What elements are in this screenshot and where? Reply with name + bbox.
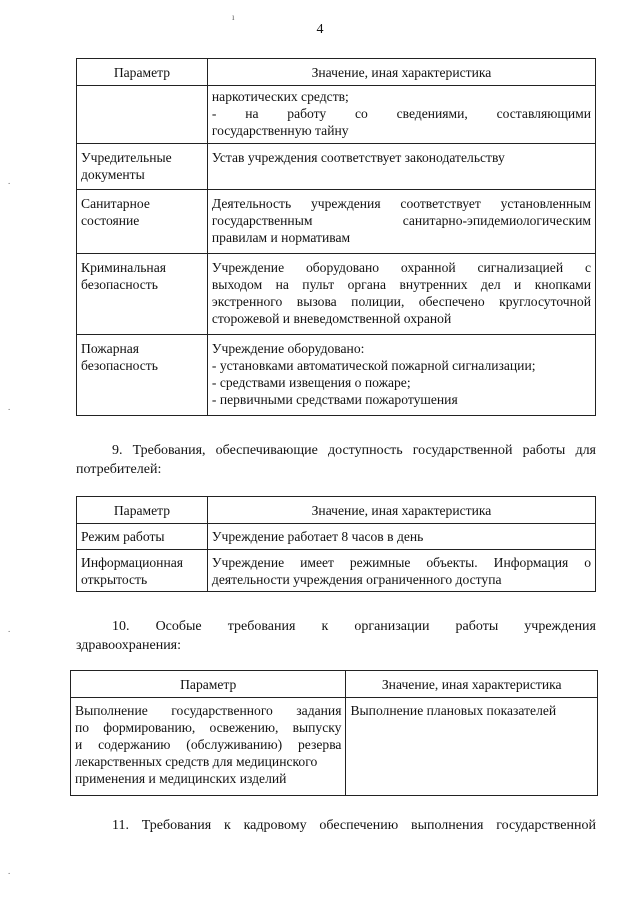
value-line: Выполнение плановых показателей bbox=[350, 703, 557, 718]
section-9-line: потребителей: bbox=[76, 462, 162, 477]
param-line: Режим работы bbox=[81, 529, 165, 544]
value-line: - на работу со сведениями, составляющими bbox=[211, 106, 591, 121]
param-line: по формированию, освежению, выпуску bbox=[75, 720, 342, 735]
param-line: применения и медицинских изделий bbox=[75, 771, 287, 786]
param-line: Выполнение государственного задания bbox=[75, 703, 342, 718]
table-row bbox=[77, 254, 596, 335]
value-line: Устав учреждения соответствует законодательству bbox=[211, 150, 505, 165]
section-11-text bbox=[76, 816, 596, 835]
scan-mark: . bbox=[8, 624, 11, 634]
table-row bbox=[77, 550, 596, 592]
section-9-text bbox=[76, 441, 596, 479]
param-cell bbox=[77, 254, 208, 335]
value-line: - установками автоматической пожарной сигнализации; bbox=[211, 358, 536, 373]
section-11-line: 11. Требования к кадровому обеспечению выполнения государственной bbox=[112, 818, 596, 833]
column-header-parameter: Параметр bbox=[77, 497, 208, 524]
table-header-row bbox=[71, 671, 598, 698]
table-row bbox=[71, 698, 598, 796]
param-line: состояние bbox=[81, 213, 140, 228]
param-cell bbox=[71, 698, 346, 796]
param-line: Учредительные bbox=[81, 150, 172, 165]
page-number: 4 bbox=[316, 22, 324, 37]
param-line: и содержанию (обслуживанию) резерва bbox=[75, 737, 342, 752]
param-line: документы bbox=[81, 167, 145, 182]
param-line: безопасность bbox=[81, 277, 158, 292]
value-line: - средствами извещения о пожаре; bbox=[211, 375, 411, 390]
table-requirements-1 bbox=[76, 58, 596, 416]
value-line: выходом на пульт органа внутренних дел и кнопками bbox=[211, 277, 591, 292]
column-header-parameter: Параметр bbox=[71, 671, 346, 698]
table-requirements-2 bbox=[76, 496, 596, 592]
section-10-text bbox=[76, 617, 596, 655]
value-line: Учреждение работает 8 часов в день bbox=[211, 529, 424, 544]
value-line: государственную тайну bbox=[211, 123, 349, 138]
param-line: Пожарная bbox=[81, 341, 140, 356]
value-cell bbox=[207, 144, 595, 190]
section-10-line: 10. Особые требования к организации работы учреждения bbox=[112, 619, 596, 634]
param-line: Информационная bbox=[81, 555, 184, 570]
value-line: наркотических средств; bbox=[211, 89, 349, 104]
table-row bbox=[77, 144, 596, 190]
param-line: Санитарное bbox=[81, 196, 150, 211]
table-row bbox=[77, 86, 596, 144]
param-cell bbox=[77, 144, 208, 190]
value-line: экстренного вызова полиции, обеспечено круглосуточной bbox=[211, 294, 591, 309]
param-cell bbox=[77, 190, 208, 254]
value-line: - первичными средствами пожаротушения bbox=[211, 392, 458, 407]
scan-mark: . bbox=[8, 402, 11, 412]
section-10-line: здравоохранения: bbox=[76, 638, 182, 653]
column-header-value: Значение, иная характеристика bbox=[346, 671, 598, 698]
param-line: открытость bbox=[81, 572, 148, 587]
value-line: сторожевой и вневедомственной охраной bbox=[211, 311, 452, 326]
table-row bbox=[77, 524, 596, 550]
scan-mark: ı bbox=[232, 12, 235, 22]
value-line: Деятельность учреждения соответствует установленным bbox=[211, 196, 591, 211]
value-line: Учреждение оборудовано охранной сигнализацией с bbox=[211, 260, 591, 275]
param-line: лекарственных средств для медицинского bbox=[75, 754, 318, 769]
value-cell bbox=[207, 524, 595, 550]
table-header-row bbox=[77, 497, 596, 524]
value-cell bbox=[207, 190, 595, 254]
value-line: правилам и нормативам bbox=[211, 230, 351, 245]
column-header-value: Значение, иная характеристика bbox=[207, 59, 595, 86]
param-cell bbox=[77, 86, 208, 144]
value-cell bbox=[207, 550, 595, 592]
value-cell bbox=[207, 86, 595, 144]
value-cell bbox=[346, 698, 598, 796]
section-9-line: 9. Требования, обеспечивающие доступность государственной работы для bbox=[112, 443, 596, 458]
scan-mark: . bbox=[8, 866, 11, 876]
table-requirements-3 bbox=[70, 670, 598, 796]
value-line: деятельности учреждения ограниченного доступа bbox=[211, 572, 502, 587]
value-cell bbox=[207, 254, 595, 335]
scan-mark: . bbox=[8, 176, 11, 186]
table-header-row bbox=[77, 59, 596, 86]
param-cell bbox=[77, 335, 208, 416]
value-cell bbox=[207, 335, 595, 416]
value-line: государственным санитарно-эпидемиологическим bbox=[211, 213, 591, 228]
param-line: безопасность bbox=[81, 358, 158, 373]
value-line: Учреждение оборудовано: bbox=[211, 341, 365, 356]
table-row bbox=[77, 335, 596, 416]
column-header-value: Значение, иная характеристика bbox=[207, 497, 595, 524]
param-line: Криминальная bbox=[81, 260, 166, 275]
table-row bbox=[77, 190, 596, 254]
column-header-parameter: Параметр bbox=[77, 59, 208, 86]
param-cell bbox=[77, 550, 208, 592]
value-line: Учреждение имеет режимные объекты. Информация о bbox=[211, 555, 591, 570]
param-cell bbox=[77, 524, 208, 550]
